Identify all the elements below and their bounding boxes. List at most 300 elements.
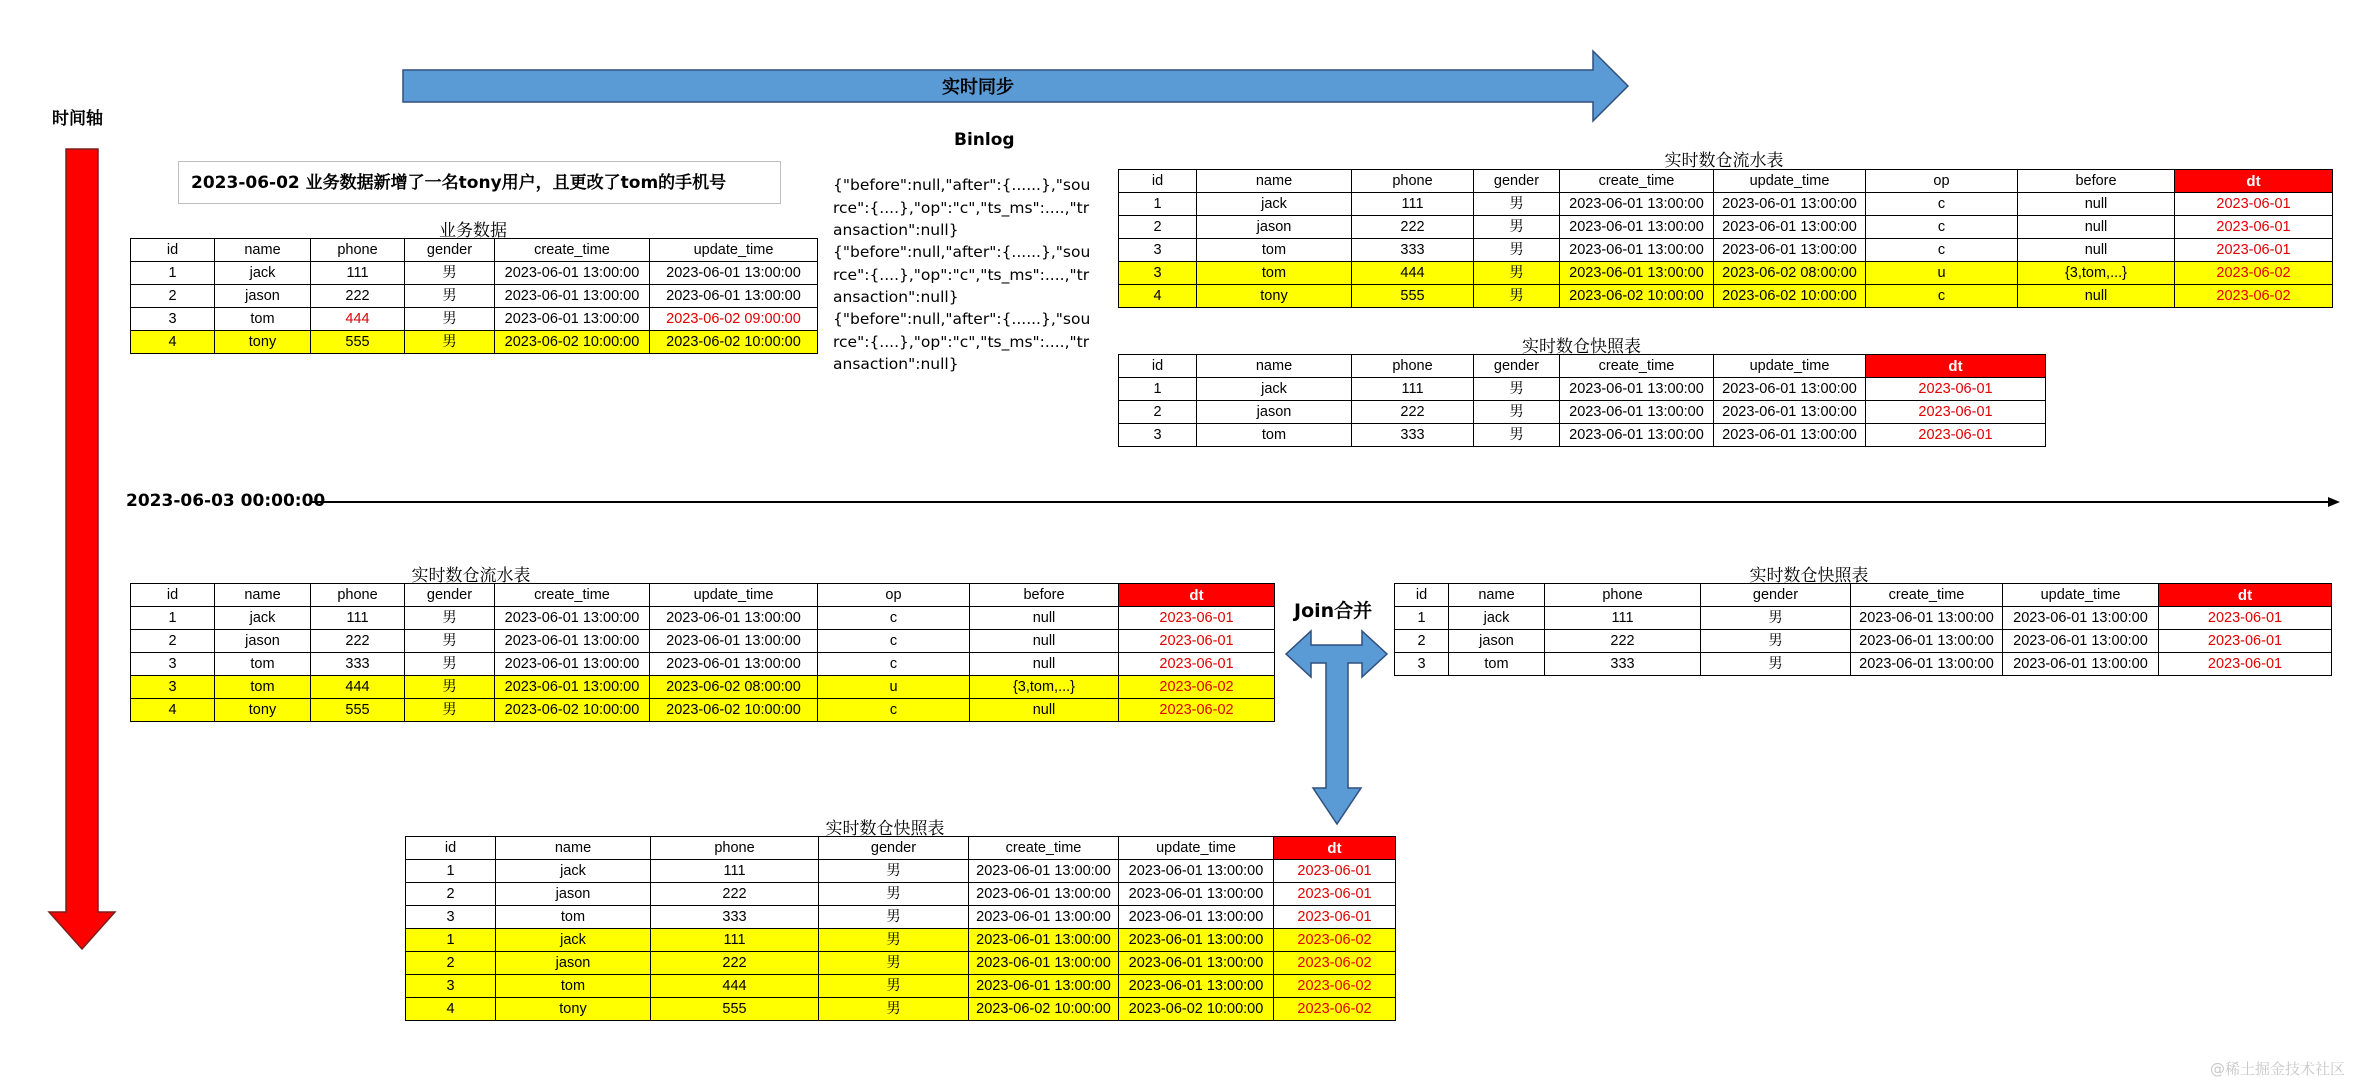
snap-mid-table-title: 实时数仓快照表: [1749, 566, 1869, 586]
table-cell: null: [2018, 193, 2175, 216]
table-cell: 男: [1474, 401, 1560, 424]
column-header-phone: phone: [311, 239, 405, 262]
snap-top-table: [1118, 354, 2046, 447]
table-cell: 男: [405, 699, 495, 722]
column-header-phone: phone: [311, 584, 405, 607]
table-row: [131, 262, 818, 285]
table-cell: 1: [1395, 607, 1449, 630]
table-row: [406, 860, 1396, 883]
flow-top-table-title: 实时数仓流水表: [1664, 151, 1784, 171]
table-header-row: [1395, 584, 2332, 607]
table-cell: jack: [1197, 193, 1352, 216]
column-header-gender: gender: [1474, 170, 1560, 193]
table-cell: jason: [215, 285, 311, 308]
table-cell: 男: [1701, 653, 1851, 676]
table-cell: 2023-06-01 13:00:00: [650, 630, 818, 653]
table-cell: tony: [215, 699, 311, 722]
table-cell: 2023-06-02: [1119, 699, 1275, 722]
table-cell: 男: [405, 607, 495, 630]
table-cell: 2023-06-02 09:00:00: [650, 308, 818, 331]
table-cell: jack: [1449, 607, 1545, 630]
table-cell: 2023-06-01 13:00:00: [495, 676, 650, 699]
column-header-id: id: [131, 239, 215, 262]
table-cell: 3: [1119, 424, 1197, 447]
table-cell: 555: [651, 998, 819, 1021]
binlog-event-2: {"before":null,"after":{......},"source":{....},"op":"c","ts_ms":....,"transaction":null}: [833, 243, 1091, 306]
table-cell: 2023-06-01 13:00:00: [495, 262, 650, 285]
table-cell: 2023-06-02 10:00:00: [1119, 998, 1274, 1021]
column-header-update-time: update_time: [650, 584, 818, 607]
table-cell: 2023-06-01 13:00:00: [1714, 378, 1866, 401]
table-row: [131, 308, 818, 331]
table-row: [1395, 607, 2332, 630]
table-cell: jason: [1197, 401, 1352, 424]
table-cell: jason: [496, 883, 651, 906]
table-cell: 2023-06-02: [1274, 929, 1396, 952]
table-cell: 333: [1545, 653, 1701, 676]
table-cell: 2023-06-01 13:00:00: [495, 630, 650, 653]
table-cell: 3: [406, 906, 496, 929]
table-cell: 男: [819, 929, 969, 952]
table-cell: jack: [1197, 378, 1352, 401]
table-cell: jason: [1449, 630, 1545, 653]
watermark: @稀土掘金技术社区: [2210, 1060, 2346, 1078]
snap-mid-table: [1394, 583, 2332, 676]
table-cell: 2023-06-01 13:00:00: [1119, 952, 1274, 975]
column-header-id: id: [1395, 584, 1449, 607]
table-header-row: [131, 239, 818, 262]
table-cell: 2023-06-01: [2159, 653, 2332, 676]
table-cell: 2023-06-01 13:00:00: [969, 860, 1119, 883]
table-cell: 2023-06-01 13:00:00: [1714, 216, 1866, 239]
biz-data-table: [130, 238, 818, 354]
table-cell: u: [818, 676, 970, 699]
table-cell: tom: [496, 906, 651, 929]
table-cell: 2: [1119, 401, 1197, 424]
join-merge-label: Join合并: [1294, 600, 1373, 622]
flow-mid-table: [130, 583, 1275, 722]
table-cell: tony: [496, 998, 651, 1021]
table-cell: 2023-06-01 13:00:00: [1560, 239, 1714, 262]
table-cell: 男: [1474, 262, 1560, 285]
column-header-dt: dt: [2159, 584, 2332, 607]
table-cell: 111: [311, 262, 405, 285]
table-cell: 2023-06-01 13:00:00: [1851, 630, 2003, 653]
column-header-name: name: [215, 239, 311, 262]
snap-bottom-table: [405, 836, 1396, 1021]
table-cell: 2023-06-01 13:00:00: [2003, 630, 2159, 653]
table-cell: 2023-06-01: [1119, 630, 1275, 653]
column-header-update-time: update_time: [1714, 355, 1866, 378]
table-cell: 3: [406, 975, 496, 998]
table-cell: 男: [405, 630, 495, 653]
table-cell: 2023-06-02 10:00:00: [969, 998, 1119, 1021]
table-cell: 2023-06-01: [2175, 193, 2333, 216]
table-cell: jack: [215, 607, 311, 630]
table-cell: null: [970, 699, 1119, 722]
table-cell: 111: [651, 929, 819, 952]
column-header-name: name: [1197, 170, 1352, 193]
table-cell: 1: [1119, 193, 1197, 216]
table-cell: 2023-06-02: [2175, 262, 2333, 285]
column-header-create-time: create_time: [495, 584, 650, 607]
column-header-op: op: [1866, 170, 2018, 193]
table-row: [406, 883, 1396, 906]
table-cell: 男: [1474, 216, 1560, 239]
column-header-dt: dt: [2175, 170, 2333, 193]
table-row: [406, 975, 1396, 998]
table-cell: 1: [131, 262, 215, 285]
table-cell: 1: [406, 860, 496, 883]
column-header-gender: gender: [1701, 584, 1851, 607]
table-row: [1119, 239, 2333, 262]
table-cell: 2023-06-01 13:00:00: [1560, 193, 1714, 216]
table-cell: 2023-06-01 13:00:00: [495, 653, 650, 676]
column-header-name: name: [1449, 584, 1545, 607]
table-row: [1119, 285, 2333, 308]
table-row: [1395, 653, 2332, 676]
table-cell: 2023-06-01 13:00:00: [1714, 239, 1866, 262]
table-header-row: [1119, 170, 2333, 193]
table-cell: jason: [1197, 216, 1352, 239]
table-cell: 444: [311, 308, 405, 331]
table-cell: 2023-06-02 10:00:00: [1560, 285, 1714, 308]
table-cell: 1: [1119, 378, 1197, 401]
table-cell: 男: [405, 331, 495, 354]
table-cell: 男: [405, 653, 495, 676]
table-cell: 2023-06-01: [1866, 424, 2046, 447]
table-cell: jason: [496, 952, 651, 975]
column-header-create-time: create_time: [1851, 584, 2003, 607]
table-cell: c: [1866, 193, 2018, 216]
table-row: [131, 699, 1275, 722]
table-cell: 2023-06-01 13:00:00: [495, 607, 650, 630]
table-cell: c: [818, 607, 970, 630]
table-cell: u: [1866, 262, 2018, 285]
column-header-create-time: create_time: [969, 837, 1119, 860]
table-header-row: [406, 837, 1396, 860]
table-row: [131, 653, 1275, 676]
table-cell: jack: [215, 262, 311, 285]
table-cell: 3: [1395, 653, 1449, 676]
table-cell: 2023-06-01 13:00:00: [1560, 262, 1714, 285]
table-cell: tom: [215, 676, 311, 699]
table-cell: 2023-06-01 13:00:00: [1714, 424, 1866, 447]
table-cell: 1: [131, 607, 215, 630]
table-cell: 2023-06-01 13:00:00: [969, 929, 1119, 952]
column-header-name: name: [1197, 355, 1352, 378]
table-cell: 222: [1352, 216, 1474, 239]
column-header-update-time: update_time: [1714, 170, 1866, 193]
column-header-gender: gender: [405, 584, 495, 607]
table-cell: null: [970, 630, 1119, 653]
column-header-id: id: [1119, 355, 1197, 378]
column-header-phone: phone: [1352, 355, 1474, 378]
table-cell: 2023-06-02: [1274, 998, 1396, 1021]
table-row: [1119, 378, 2046, 401]
table-cell: 男: [1474, 378, 1560, 401]
table-cell: tom: [1449, 653, 1545, 676]
table-cell: 2023-06-01: [2159, 607, 2332, 630]
column-header-create-time: create_time: [1560, 170, 1714, 193]
table-cell: 222: [1545, 630, 1701, 653]
table-row: [1119, 193, 2333, 216]
table-cell: 2023-06-01: [1274, 906, 1396, 929]
table-cell: tom: [1197, 239, 1352, 262]
column-header-dt: dt: [1866, 355, 2046, 378]
table-row: [131, 607, 1275, 630]
time-axis-arrow: [44, 146, 120, 954]
table-cell: 2023-06-01 13:00:00: [1560, 424, 1714, 447]
column-header-phone: phone: [1352, 170, 1474, 193]
table-cell: 111: [1545, 607, 1701, 630]
column-header-update-time: update_time: [1119, 837, 1274, 860]
table-cell: null: [2018, 239, 2175, 262]
table-cell: 333: [1352, 239, 1474, 262]
column-header-update-time: update_time: [650, 239, 818, 262]
column-header-gender: gender: [405, 239, 495, 262]
table-cell: jason: [215, 630, 311, 653]
table-cell: 2023-06-02 10:00:00: [650, 331, 818, 354]
table-cell: {3,tom,...}: [2018, 262, 2175, 285]
table-row: [406, 998, 1396, 1021]
column-header-op: op: [818, 584, 970, 607]
table-cell: 男: [1474, 424, 1560, 447]
table-cell: 男: [819, 906, 969, 929]
table-cell: 2023-06-01 13:00:00: [650, 653, 818, 676]
table-cell: 2023-06-01 13:00:00: [969, 906, 1119, 929]
column-header-dt: dt: [1274, 837, 1396, 860]
table-cell: 444: [311, 676, 405, 699]
column-header-phone: phone: [651, 837, 819, 860]
table-cell: jack: [496, 929, 651, 952]
table-cell: 男: [819, 883, 969, 906]
column-header-create-time: create_time: [495, 239, 650, 262]
table-cell: 444: [1352, 262, 1474, 285]
table-cell: 2023-06-02 10:00:00: [650, 699, 818, 722]
table-cell: 2023-06-01 13:00:00: [1851, 653, 2003, 676]
table-cell: 2023-06-01 13:00:00: [1119, 860, 1274, 883]
table-cell: 男: [819, 975, 969, 998]
table-cell: 2023-06-01: [1274, 860, 1396, 883]
table-cell: 2: [131, 630, 215, 653]
table-cell: 4: [1119, 285, 1197, 308]
table-cell: 222: [651, 952, 819, 975]
table-cell: 3: [131, 676, 215, 699]
table-cell: 男: [1701, 607, 1851, 630]
table-row: [1119, 424, 2046, 447]
table-cell: tony: [1197, 285, 1352, 308]
snap-top-table-title: 实时数仓快照表: [1522, 337, 1641, 357]
table-cell: 2023-06-01 13:00:00: [495, 285, 650, 308]
table-cell: 555: [311, 331, 405, 354]
table-cell: 111: [1352, 378, 1474, 401]
table-cell: 3: [131, 308, 215, 331]
table-cell: 2023-06-01 13:00:00: [1714, 193, 1866, 216]
table-cell: 2023-06-01: [2175, 239, 2333, 262]
table-row: [1119, 401, 2046, 424]
table-row: [406, 929, 1396, 952]
table-cell: 333: [311, 653, 405, 676]
table-cell: c: [818, 653, 970, 676]
column-header-create-time: create_time: [1560, 355, 1714, 378]
table-cell: 2023-06-01: [1866, 401, 2046, 424]
table-cell: 2023-06-01 13:00:00: [1560, 378, 1714, 401]
table-cell: 222: [651, 883, 819, 906]
table-cell: 111: [1352, 193, 1474, 216]
table-cell: 2023-06-01 13:00:00: [650, 607, 818, 630]
table-cell: 男: [819, 998, 969, 1021]
column-header-dt: dt: [1119, 584, 1275, 607]
table-cell: 4: [131, 331, 215, 354]
table-cell: 2023-06-01 13:00:00: [2003, 607, 2159, 630]
column-header-id: id: [406, 837, 496, 860]
table-cell: 2023-06-01 13:00:00: [969, 975, 1119, 998]
table-cell: 2023-06-01 13:00:00: [1119, 975, 1274, 998]
table-cell: 2023-06-02: [1274, 952, 1396, 975]
time-axis-label: 时间轴: [52, 109, 103, 129]
join-merge-arrow: [1283, 628, 1391, 828]
table-cell: tony: [215, 331, 311, 354]
midnight-timeline-arrow: [308, 494, 2344, 510]
table-header-row: [131, 584, 1275, 607]
table-cell: 3: [131, 653, 215, 676]
column-header-update-time: update_time: [2003, 584, 2159, 607]
table-cell: 2023-06-02: [2175, 285, 2333, 308]
table-cell: 2023-06-01 13:00:00: [495, 308, 650, 331]
table-cell: 2023-06-01 13:00:00: [1119, 929, 1274, 952]
table-cell: 222: [311, 285, 405, 308]
table-cell: 2023-06-01: [1274, 883, 1396, 906]
table-row: [1395, 630, 2332, 653]
column-header-id: id: [1119, 170, 1197, 193]
table-cell: c: [818, 699, 970, 722]
table-cell: c: [1866, 285, 2018, 308]
table-cell: 2: [406, 952, 496, 975]
table-cell: 111: [311, 607, 405, 630]
table-row: [131, 331, 818, 354]
table-cell: 333: [651, 906, 819, 929]
table-cell: 2023-06-01 13:00:00: [650, 262, 818, 285]
table-cell: 2023-06-01 13:00:00: [1560, 401, 1714, 424]
table-cell: 111: [651, 860, 819, 883]
table-cell: 男: [1474, 193, 1560, 216]
table-cell: null: [2018, 216, 2175, 239]
table-cell: 2023-06-01: [2159, 630, 2332, 653]
table-cell: 333: [1352, 424, 1474, 447]
table-cell: 222: [1352, 401, 1474, 424]
table-header-row: [1119, 355, 2046, 378]
table-cell: c: [1866, 239, 2018, 262]
table-cell: 男: [819, 952, 969, 975]
change-note: 2023-06-02 业务数据新增了一名tony用户，且更改了tom的手机号: [178, 161, 781, 204]
table-cell: null: [970, 607, 1119, 630]
table-row: [131, 676, 1275, 699]
table-cell: 3: [1119, 239, 1197, 262]
table-cell: 555: [311, 699, 405, 722]
column-header-before: before: [970, 584, 1119, 607]
table-cell: null: [970, 653, 1119, 676]
table-cell: 2023-06-01 13:00:00: [2003, 653, 2159, 676]
table-cell: 2023-06-01 13:00:00: [969, 952, 1119, 975]
table-cell: 2023-06-02 10:00:00: [495, 331, 650, 354]
column-header-phone: phone: [1545, 584, 1701, 607]
table-cell: c: [1866, 216, 2018, 239]
table-cell: 2023-06-02 10:00:00: [1714, 285, 1866, 308]
table-cell: 2023-06-02 10:00:00: [495, 699, 650, 722]
table-cell: 4: [131, 699, 215, 722]
table-cell: 555: [1352, 285, 1474, 308]
table-cell: 男: [405, 308, 495, 331]
table-cell: 2: [131, 285, 215, 308]
sync-big-arrow: [400, 48, 1632, 124]
table-cell: 222: [311, 630, 405, 653]
table-cell: 2023-06-01: [1119, 653, 1275, 676]
table-row: [1119, 216, 2333, 239]
table-cell: 2023-06-02 08:00:00: [650, 676, 818, 699]
table-row: [406, 952, 1396, 975]
table-cell: {3,tom,...}: [970, 676, 1119, 699]
table-cell: 2023-06-01: [1866, 378, 2046, 401]
table-cell: 2023-06-02: [1119, 676, 1275, 699]
table-cell: 4: [406, 998, 496, 1021]
flow-top-table: [1118, 169, 2333, 308]
table-row: [406, 906, 1396, 929]
binlog-event-3: {"before":null,"after":{......},"source":{....},"op":"c","ts_ms":....,"transaction":null}: [833, 310, 1091, 373]
table-cell: 2023-06-01 13:00:00: [1714, 401, 1866, 424]
snap-bottom-table-title: 实时数仓快照表: [825, 819, 945, 839]
table-cell: jack: [496, 860, 651, 883]
table-cell: 2: [406, 883, 496, 906]
table-cell: 男: [819, 860, 969, 883]
column-header-name: name: [215, 584, 311, 607]
table-cell: tom: [496, 975, 651, 998]
table-cell: 2023-06-02 08:00:00: [1714, 262, 1866, 285]
flow-mid-table-title: 实时数仓流水表: [411, 566, 531, 586]
table-cell: 男: [1474, 285, 1560, 308]
table-cell: 3: [1119, 262, 1197, 285]
table-row: [131, 285, 818, 308]
table-cell: null: [2018, 285, 2175, 308]
table-cell: 2023-06-01 13:00:00: [1851, 607, 2003, 630]
table-cell: tom: [1197, 424, 1352, 447]
table-cell: 男: [1474, 239, 1560, 262]
table-cell: 2023-06-01: [2175, 216, 2333, 239]
table-cell: tom: [1197, 262, 1352, 285]
table-cell: 男: [405, 676, 495, 699]
binlog-title: Binlog: [954, 130, 1015, 150]
column-header-before: before: [2018, 170, 2175, 193]
binlog-event-1: {"before":null,"after":{......},"source":{....},"op":"c","ts_ms":....,"transaction":null}: [833, 176, 1091, 239]
table-cell: 444: [651, 975, 819, 998]
realtime-sync-label: 实时同步: [942, 77, 1014, 98]
table-cell: c: [818, 630, 970, 653]
table-cell: 男: [1701, 630, 1851, 653]
table-cell: 2023-06-01: [1119, 607, 1275, 630]
table-row: [131, 630, 1275, 653]
table-cell: 2: [1119, 216, 1197, 239]
table-row: [1119, 262, 2333, 285]
table-cell: 2023-06-01 13:00:00: [1119, 906, 1274, 929]
column-header-id: id: [131, 584, 215, 607]
table-cell: tom: [215, 308, 311, 331]
column-header-name: name: [496, 837, 651, 860]
table-cell: 男: [405, 285, 495, 308]
midnight-label: 2023-06-03 00:00:00: [126, 491, 326, 511]
table-cell: 2: [1395, 630, 1449, 653]
column-header-gender: gender: [1474, 355, 1560, 378]
table-cell: 2023-06-01 13:00:00: [650, 285, 818, 308]
